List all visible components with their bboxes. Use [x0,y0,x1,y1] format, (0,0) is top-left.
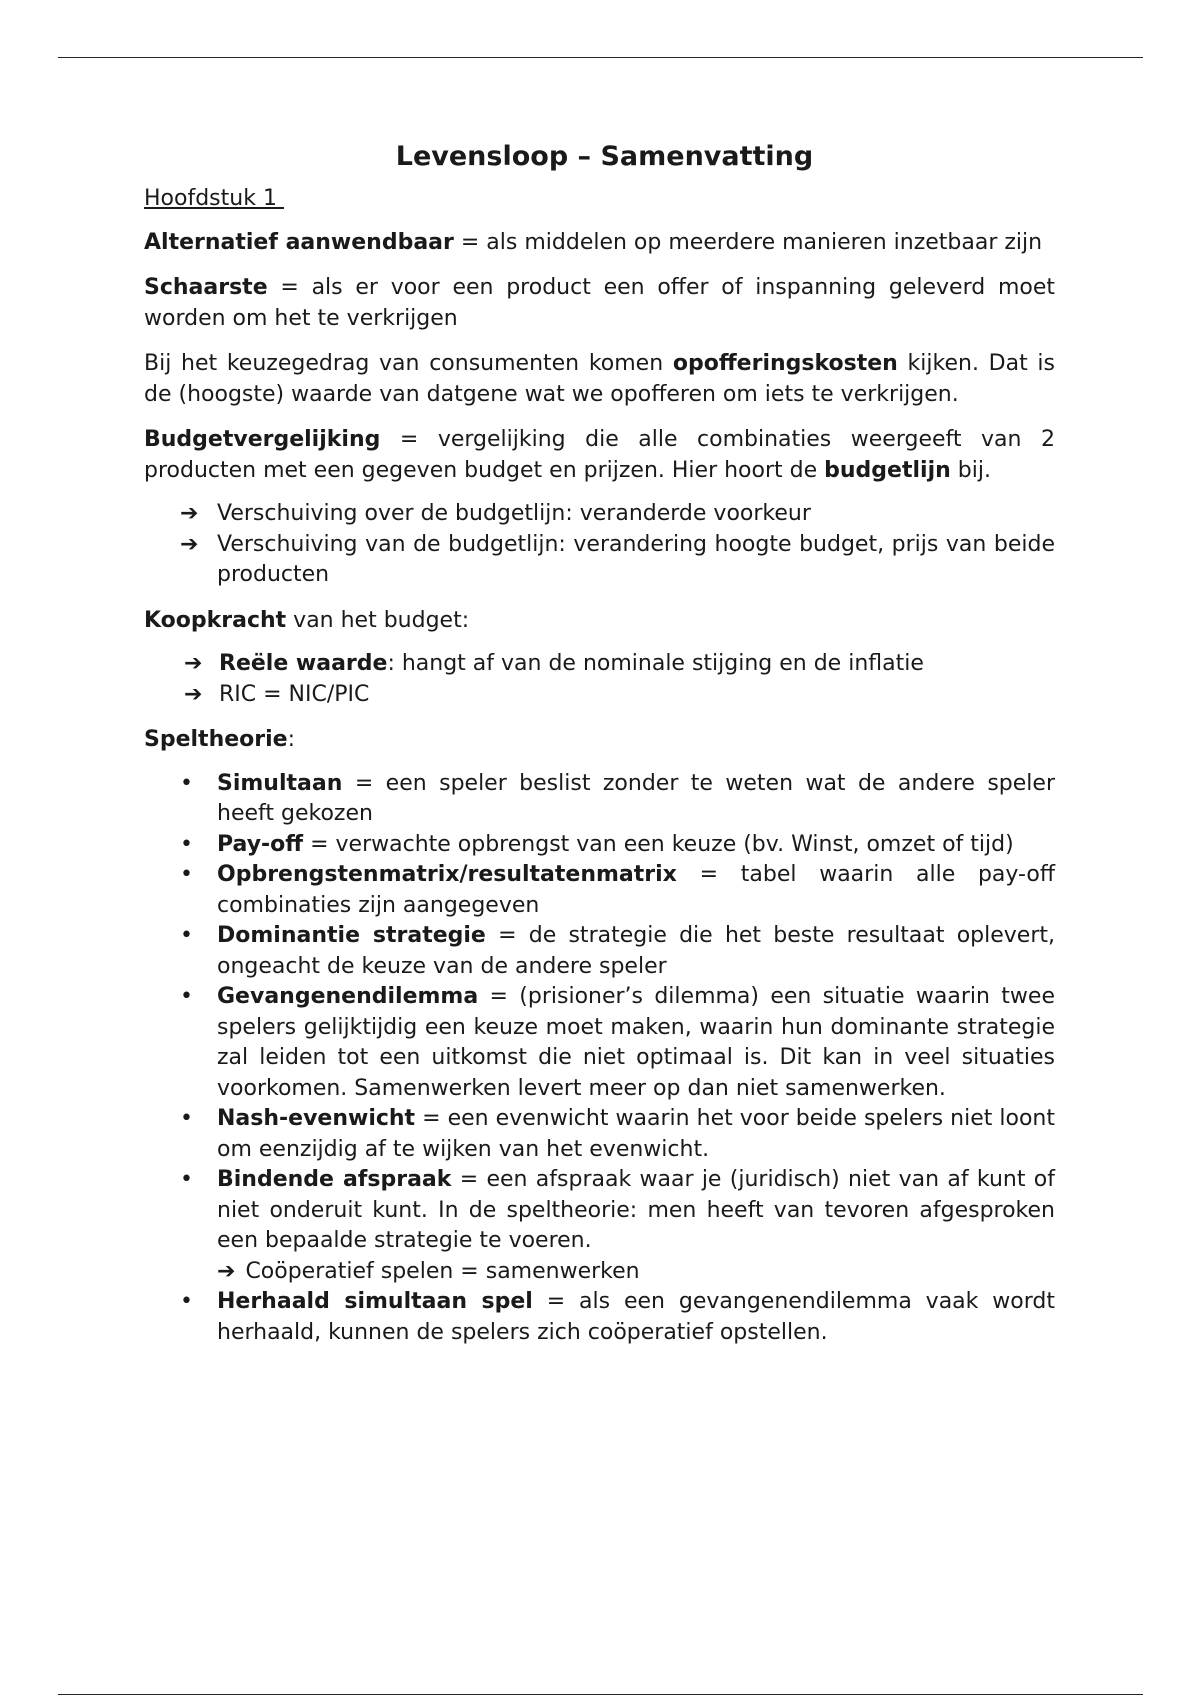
term: Herhaald simultaan spel [217,1289,533,1314]
definition-text: = als een gevangenendilemma vaak wordt herhaald, kunnen de spelers zich coöperatief opstellen. [217,1289,1055,1345]
list-item [180,769,1055,830]
definition-text: = een afspraak waar je (juridisch) niet van af kunt of niet onderuit kunt. In de speltheorie: men heeft van tevoren afgesproken een bepaalde strategie te voeren. [217,1167,1055,1253]
list-item [184,649,1055,680]
list-item-text: RIC = NIC/PIC [219,681,370,707]
bullet-icon: • [180,1106,193,1131]
arrow-right-icon: ➔ [184,681,203,707]
text: : [287,727,296,752]
bullet-icon: • [180,1289,193,1314]
list-item-text: Verschuiving over de budgetlijn: veranderde voorkeur [217,501,811,526]
list-item [180,530,1055,591]
term: Nash-evenwicht [217,1106,416,1131]
koopkracht-arrow-list [184,649,1055,710]
chapter-label: Hoofdstuk 1 [144,186,284,211]
definition-text: = verwachte opbrengst van een keuze (bv. Winst, omzet of tijd) [303,831,1014,857]
list-item [180,1104,1055,1165]
bullet-icon: • [180,862,193,887]
definition-schaarste [144,273,1055,334]
list-item [180,1287,1055,1348]
term: Pay-off [217,831,304,857]
speltheorie-definition-list [180,769,1055,1349]
bullet-icon: • [180,984,193,1009]
bullet-icon: • [180,923,193,948]
list-item [180,499,1055,530]
term: Dominantie strategie [217,923,486,948]
sub-arrow-item [217,1257,1055,1288]
term: Schaarste [144,275,268,300]
definition-text: = (prisioner’s dilemma) een situatie waarin twee spelers gelijktijdig een keuze moet maken, waarin hun dominante strategie zal leiden tot een uitkomst die niet optimaal is. Dit kan in veel situaties voorkomen. Samenwerken levert meer op dan niet samenwerken. [217,984,1055,1101]
bullet-icon: • [180,1167,193,1192]
term: Alternatief aanwendbaar [144,229,454,255]
term: Gevangenendilemma [217,984,479,1009]
page-title: Levensloop – Samenvatting [395,141,814,172]
definition-text: = een speler beslist zonder te weten wat de andere speler heeft gekozen [217,770,1055,826]
definition-text: = de strategie die het beste resultaat oplevert, ongeacht de keuze van de andere speler [217,923,1055,979]
chapter-heading [144,184,1055,215]
bullet-icon: • [180,831,193,857]
text: van het budget: [286,607,470,633]
arrow-right-icon: ➔ [184,651,203,676]
definition-text: = tabel waarin alle pay-off combinaties zijn aangegeven [217,862,1055,918]
definition-text: = als er voor een product een offer of inspanning geleverd moet worden om het te verkrijgen [144,275,1055,331]
definition-text: bij. [950,457,991,483]
term: Koopkracht [144,607,287,633]
footer-rule [58,1694,1143,1695]
header-rule [58,57,1143,58]
arrow-right-icon: ➔ [180,531,199,557]
list-item-text: : hangt af van de nominale stijging en de inflatie [387,651,924,676]
document-body [144,140,1055,1348]
heading-speltheorie [144,725,1055,756]
term: Speltheorie [144,727,288,752]
list-item-text: Verschuiving van de budgetlijn: verandering hoogte budget, prijs van beide producten [217,531,1055,587]
list-item [180,860,1055,921]
term: Simultaan [217,770,343,796]
list-item [180,921,1055,982]
term: budgetlijn [824,457,951,483]
definition-text: = een evenwicht waarin het voor beide spelers niet loont om eenzijdig af te wijken van het evenwicht. [217,1106,1055,1162]
term: Budgetvergelijking [144,427,381,452]
term: Reële waarde [219,651,388,676]
definition-budget [144,425,1055,486]
paragraph-koopkracht [144,606,1055,637]
definition-alternatief [144,228,1055,259]
bullet-icon: • [180,770,193,796]
definition-text: = als middelen op meerdere manieren inzetbaar zijn [453,229,1043,255]
term: opofferingskosten [672,351,898,376]
list-item [184,680,1055,711]
text: Bij het keuzegedrag van consumenten komen [144,351,673,376]
budget-arrow-list [180,499,1055,591]
list-item [180,1165,1055,1287]
list-item [180,982,1055,1104]
arrow-right-icon: ➔ [217,1258,236,1284]
term: Bindende afspraak [217,1167,452,1192]
term: Opbrengstenmatrix/resultatenmatrix [217,862,677,887]
definition-text: = vergelijking die alle combinaties weergeeft van 2 producten met een gegeven budget en prijzen. Hier hoort de [144,427,1055,483]
list-item [180,830,1055,861]
arrow-right-icon: ➔ [180,501,199,526]
text: kijken. Dat is de (hoogste) waarde van datgene wat we opofferen om iets te verkrijgen. [144,351,1055,407]
sub-item-text: Coöperatief spelen = samenwerken [245,1258,640,1284]
paragraph-keuzegedrag [144,349,1055,410]
